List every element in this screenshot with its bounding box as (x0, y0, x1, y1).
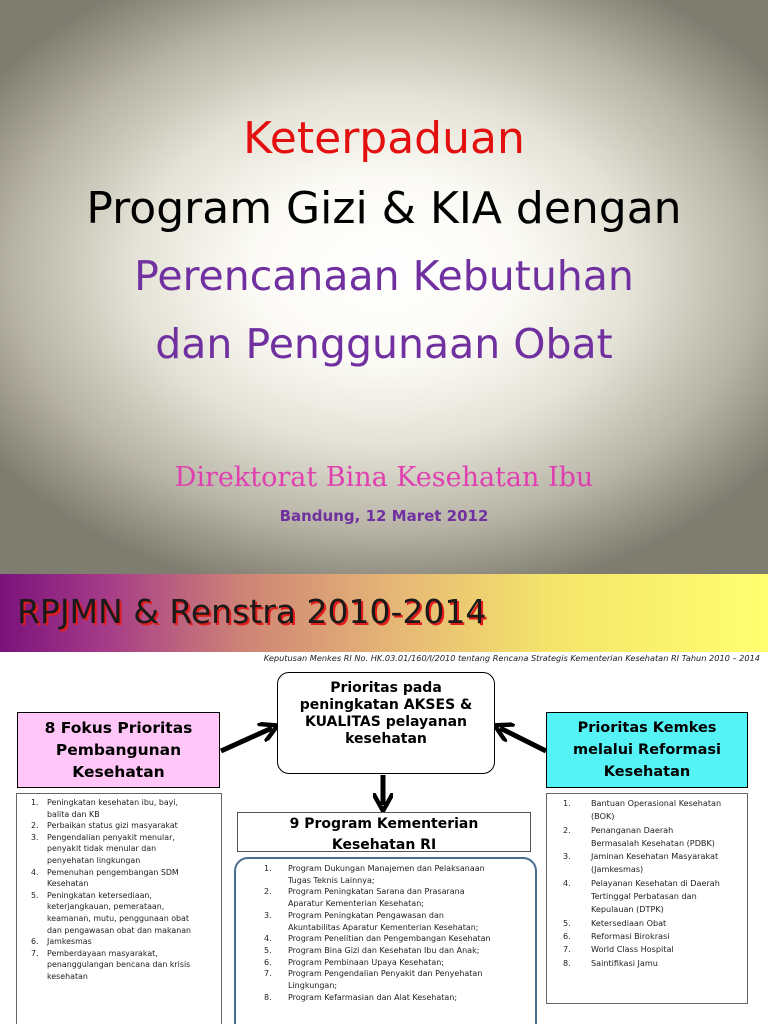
list-item-number: 2. (563, 824, 571, 835)
list-item (551, 943, 745, 956)
list-item-number: 6. (563, 930, 571, 941)
list-item-text: dan pengawasan obat dan makanan (47, 925, 192, 935)
list-item-number: 7. (31, 948, 39, 958)
fokus-line: 8 Fokus Prioritas (44, 719, 193, 737)
list-item-text: Tertinggal Perbatasan dan (591, 891, 697, 902)
title-line-perencanaan: Perencanaan Kebutuhan (134, 252, 634, 300)
list-item (21, 936, 219, 948)
list-item-text: Jaminan Kesehatan Masyarakat (591, 851, 719, 862)
rpjmn-slide (0, 574, 768, 1024)
list-item-text: keamanan, mutu, penggunaan obat (47, 913, 189, 923)
list-item-text: Kesehatan (47, 879, 89, 889)
list-item-number: 3. (31, 832, 39, 842)
list-item (551, 877, 745, 917)
list-item-text: Pemenuhan pengembangan SDM (47, 867, 179, 877)
program-box (237, 812, 531, 852)
title-line-keterpaduan: Keterpaduan (243, 113, 525, 164)
list-item (551, 917, 745, 930)
list-item-text: Lingkungan; (288, 981, 338, 991)
list-item-number: 3. (264, 910, 272, 920)
list-item (244, 992, 531, 1004)
reference-note: Keputusan Menkes RI No. HK.03.01/160/I/2010 tentang Rencana Strategis Kementerian Kesehatan RI Tahun 2010 – 2014 (263, 653, 760, 663)
program-line: 9 Program Kementerian (289, 816, 479, 832)
list-item-text: Saintifikasi Jamu (591, 957, 658, 968)
list-item-number: 6. (31, 937, 39, 947)
arrow-left (221, 728, 272, 751)
list-item-text: Aparatur Kementerian Kesehatan; (288, 899, 424, 909)
program-line: Kesehatan RI (331, 837, 437, 852)
list-item-number: 5. (31, 890, 39, 900)
list-item-number: 5. (563, 917, 571, 928)
list-item-number: 1. (264, 864, 272, 873)
kemkes-line: melalui Reformasi (573, 742, 721, 758)
list-item-text: Jamkesmas (47, 937, 92, 947)
list-item-text: Program Kefarmasian dan Alat Kesehatan; (288, 992, 458, 1002)
list-item-text: (BOK) (591, 811, 615, 822)
list-item-text: Perbaikan status gizi masyarakat (47, 821, 178, 831)
list-item-text: World Class Hospital (591, 944, 674, 955)
list-item-text: Program Dukungan Manajemen dan Pelaksanaan (288, 864, 485, 873)
list-item-number: 4. (264, 934, 272, 944)
list-item-text: Ketersediaan Obat (591, 917, 667, 928)
list-item-text: Program Pengendalian Penyakit dan Penyehatan (288, 969, 483, 979)
list-item-text: penanggulangan bencana dan krisis (47, 960, 191, 970)
list-item-number: 7. (264, 969, 272, 979)
fokus-line: Pembangunan (55, 741, 182, 759)
list-item (551, 824, 745, 851)
list-item (244, 863, 531, 886)
list-item-text: Akuntabilitas Aparatur Kementerian Kesehatan; (288, 922, 479, 932)
list-item-text: Tugas Teknis Lainnya; (288, 875, 375, 885)
organization-name: Direktorat Bina Kesehatan Ibu (174, 462, 594, 493)
list-item-text: Peningkatan ketersediaan, (47, 890, 152, 900)
list-item-text: Program Penelitian dan Pengembangan Kesehatan (288, 934, 491, 944)
list-item-text: keterjangkauan, pemerataan, (47, 902, 165, 912)
prioritas-line: kesehatan (345, 731, 427, 747)
list-item-text: Program Pembinaan Upaya Kesehatan; (288, 957, 444, 967)
list-item-text: Bantuan Operasional Kesehatan (591, 798, 722, 808)
list-item-text: kesehatan (47, 971, 88, 981)
list-item-number: 2. (31, 821, 39, 831)
list-item-number: 8. (563, 957, 571, 968)
list-item-text: Program Bina Gizi dan Kesehatan Ibu dan Anak; (288, 945, 480, 955)
list-item-number: 7. (563, 944, 571, 955)
list-item (551, 797, 745, 824)
list-item (551, 957, 745, 970)
list-item-number: 8. (264, 992, 272, 1002)
list-item-text: Bermasalah Kesehatan (PDBK) (591, 837, 715, 848)
title-line-penggunaan: dan Penggunaan Obat (155, 320, 613, 368)
list-item-text: penyakit tidak menular dan (47, 844, 157, 854)
list-item-text: Program Peningkatan Pengawasan dan (288, 910, 444, 920)
list-item (244, 968, 531, 991)
list-item-text: Peningkatan kesehatan ibu, bayi, (47, 798, 179, 807)
list-item (244, 933, 531, 945)
list-item-text: penyehatan lingkungan (47, 855, 141, 865)
list-item (551, 930, 745, 943)
list-item-number: 6. (264, 957, 272, 967)
prioritas-line: KUALITAS pelayanan (304, 714, 468, 730)
list-item (244, 910, 531, 933)
list-item (21, 867, 219, 890)
list-item-text: (Jamkesmas) (591, 864, 644, 875)
slide-title: RPJMN & Renstra 2010-2014 (17, 592, 487, 631)
kemkes-list (546, 793, 748, 1004)
list-item-number: 1. (31, 798, 39, 807)
list-item (551, 850, 745, 877)
prioritas-line: Prioritas pada (330, 680, 442, 696)
list-item-number: 5. (264, 945, 272, 955)
list-item-number: 4. (31, 867, 39, 877)
prioritas-kemkes-box (546, 712, 748, 788)
list-item-number: 3. (563, 851, 571, 862)
list-item-text: balita dan KB (47, 809, 100, 819)
list-item-text: Reformasi Birokrasi (591, 930, 670, 941)
presentation-date: Bandung, 12 Maret 2012 (279, 507, 489, 525)
list-item-number: 1. (563, 798, 571, 808)
list-item (244, 945, 531, 957)
title-line-program: Program Gizi & KIA dengan (86, 183, 682, 234)
list-item-text: Pelayanan Kesehatan di Daerah (591, 877, 720, 888)
list-item-text: Program Peningkatan Sarana dan Prasarana (288, 887, 465, 897)
fokus-list (16, 793, 222, 1024)
program-list (234, 857, 537, 1024)
list-item (21, 832, 219, 867)
kemkes-line: Kesehatan (603, 764, 691, 780)
list-item (21, 890, 219, 936)
list-item-text: Pemberdayaan masyarakat, (47, 948, 158, 958)
list-item-text: Penanganan Daerah (591, 824, 674, 835)
list-item (21, 948, 219, 983)
arrow-right (500, 728, 546, 751)
list-item-text: Pengendalian penyakit menular, (47, 832, 175, 842)
list-item-number: 4. (563, 877, 571, 888)
list-item (244, 886, 531, 909)
kemkes-line: Prioritas Kemkes (577, 720, 717, 736)
list-item (244, 957, 531, 969)
list-item (21, 797, 219, 820)
fokus-prioritas-box (17, 712, 220, 788)
list-item-text: Kepulauan (DTPK) (591, 904, 664, 915)
prioritas-line: peningkatan AKSES & (299, 697, 473, 713)
prioritas-box (277, 672, 495, 774)
list-item-number: 2. (264, 887, 272, 897)
list-item (21, 820, 219, 832)
fokus-line: Kesehatan (72, 763, 165, 781)
